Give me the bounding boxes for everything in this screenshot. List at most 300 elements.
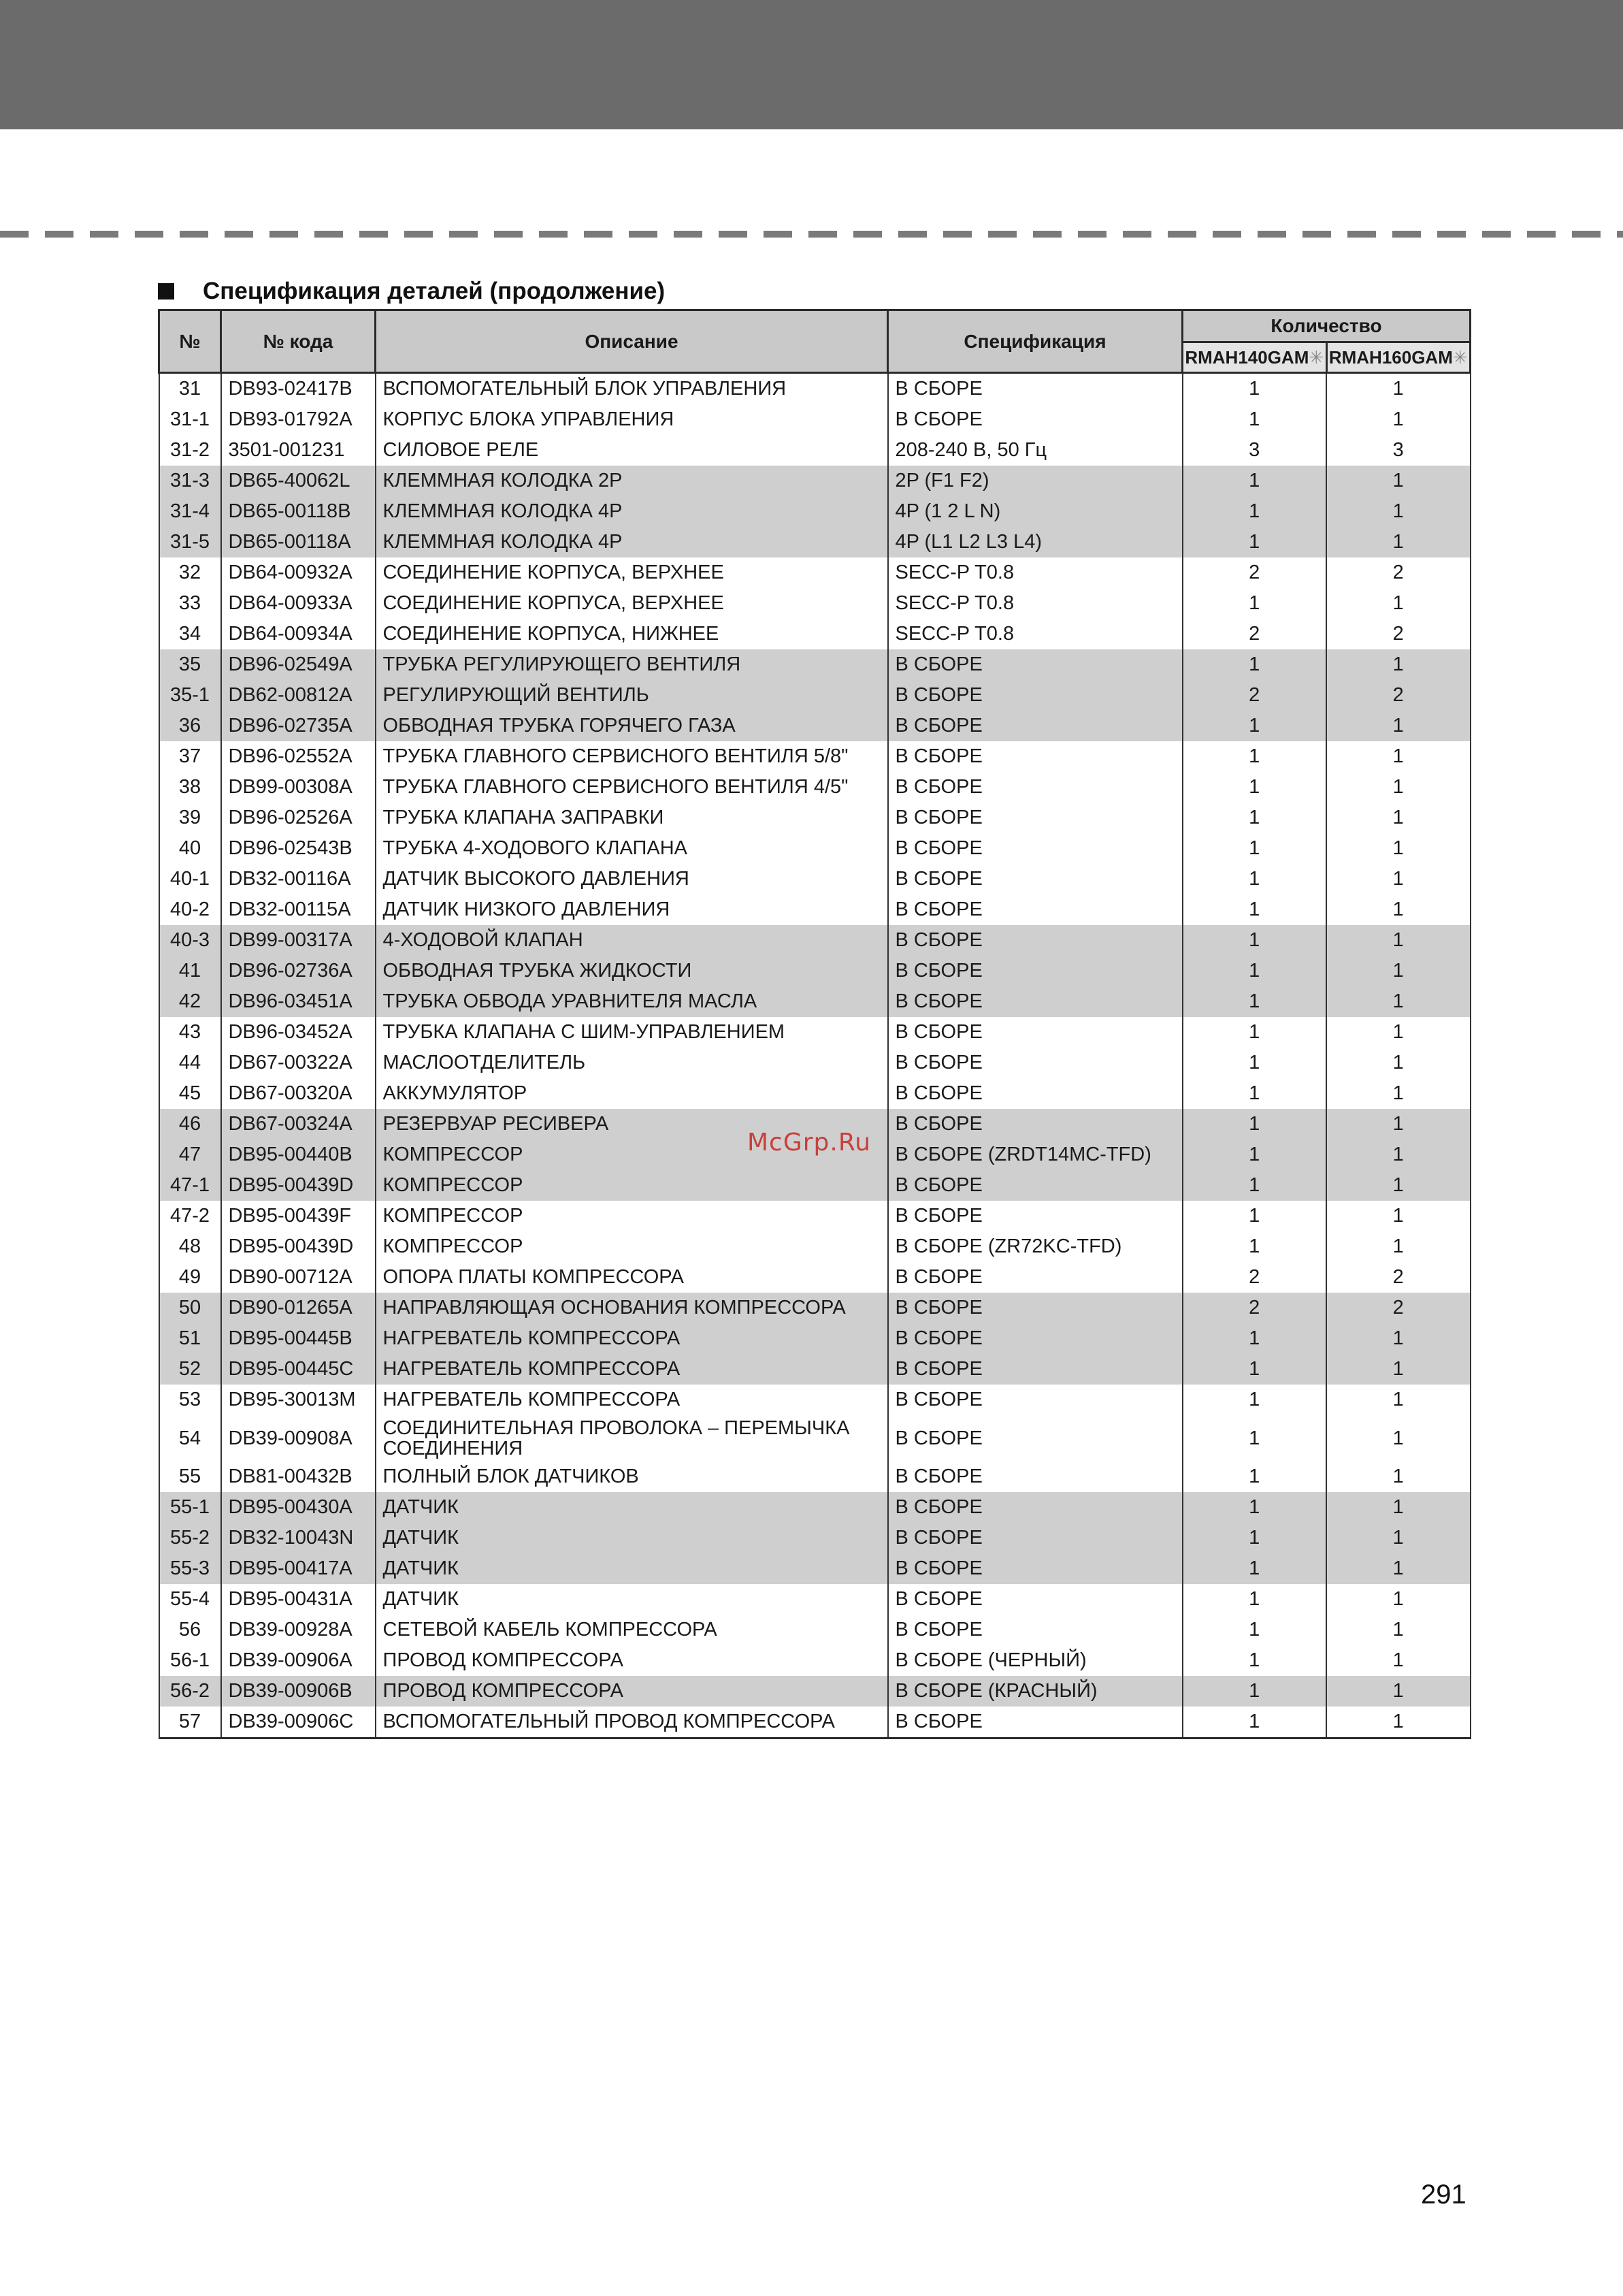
cell-num: 52 — [159, 1354, 221, 1385]
cell-code: DB32-00115A — [221, 894, 376, 925]
cell-q2: 1 — [1326, 1385, 1471, 1415]
cell-code: DB95-00439D — [221, 1170, 376, 1201]
col-header-quantity: Количество — [1183, 310, 1471, 342]
cell-desc: КОМПРЕССОР — [376, 1201, 888, 1231]
cell-spec: В СБОРЕ — [888, 404, 1183, 435]
cell-code: DB39-00906B — [221, 1676, 376, 1707]
table-row — [159, 404, 1471, 435]
cell-q1: 1 — [1183, 741, 1327, 772]
cell-code: DB96-03451A — [221, 986, 376, 1017]
cell-q1: 1 — [1183, 373, 1327, 405]
cell-desc: КОМПРЕССОР — [376, 1139, 888, 1170]
cell-num: 56-2 — [159, 1676, 221, 1707]
cell-spec: В СБОРЕ — [888, 956, 1183, 986]
table-row — [159, 1492, 1471, 1523]
cell-desc: ДАТЧИК ВЫСОКОГО ДАВЛЕНИЯ — [376, 864, 888, 894]
cell-q1: 1 — [1183, 803, 1327, 833]
table-body — [159, 373, 1471, 1739]
cell-q2: 1 — [1326, 803, 1471, 833]
cell-code: DB95-00417A — [221, 1553, 376, 1584]
cell-spec: В СБОРЕ — [888, 864, 1183, 894]
cell-desc: СИЛОВОЕ РЕЛЕ — [376, 435, 888, 466]
cell-q2: 1 — [1326, 466, 1471, 496]
cell-num: 47-2 — [159, 1201, 221, 1231]
cell-desc: АККУМУЛЯТОР — [376, 1078, 888, 1109]
cell-q2: 1 — [1326, 1553, 1471, 1584]
cell-q2: 2 — [1326, 1293, 1471, 1323]
cell-q2: 1 — [1326, 1231, 1471, 1262]
table-row — [159, 1293, 1471, 1323]
table-row — [159, 435, 1471, 466]
cell-q1: 2 — [1183, 680, 1327, 711]
cell-code: DB99-00317A — [221, 925, 376, 956]
cell-spec: SECC-P T0.8 — [888, 557, 1183, 588]
cell-desc: СОЕДИНЕНИЕ КОРПУСА, ВЕРХНЕЕ — [376, 557, 888, 588]
cell-q2: 1 — [1326, 1584, 1471, 1615]
cell-code: DB96-02736A — [221, 956, 376, 986]
cell-desc: ТРУБКА ОБВОДА УРАВНИТЕЛЯ МАСЛА — [376, 986, 888, 1017]
cell-num: 40-3 — [159, 925, 221, 956]
cell-num: 54 — [159, 1415, 221, 1461]
cell-spec: В СБОРЕ — [888, 1262, 1183, 1293]
cell-q1: 1 — [1183, 1017, 1327, 1048]
cell-q2: 1 — [1326, 373, 1471, 405]
table-row — [159, 1048, 1471, 1078]
cell-code: DB95-30013M — [221, 1385, 376, 1415]
cell-q1: 1 — [1183, 496, 1327, 527]
table-row — [159, 864, 1471, 894]
cell-q2: 1 — [1326, 496, 1471, 527]
cell-spec: SECC-P T0.8 — [888, 588, 1183, 619]
cell-spec: В СБОРЕ — [888, 986, 1183, 1017]
table-row — [159, 711, 1471, 741]
cell-code: DB65-40062L — [221, 466, 376, 496]
cell-num: 31-3 — [159, 466, 221, 496]
cell-spec: В СБОРЕ — [888, 680, 1183, 711]
cell-q2: 1 — [1326, 1676, 1471, 1707]
cell-num: 53 — [159, 1385, 221, 1415]
cell-desc: ОБВОДНАЯ ТРУБКА ЖИДКОСТИ — [376, 956, 888, 986]
cell-spec: В СБОРЕ — [888, 772, 1183, 803]
cell-desc: ВСПОМОГАТЕЛЬНЫЙ БЛОК УПРАВЛЕНИЯ — [376, 373, 888, 405]
cell-num: 31-1 — [159, 404, 221, 435]
cell-desc: ТРУБКА РЕГУЛИРУЮЩЕГО ВЕНТИЛЯ — [376, 649, 888, 680]
cell-desc: РЕЗЕРВУАР РЕСИВЕРА — [376, 1109, 888, 1139]
cell-spec: В СБОРЕ — [888, 1201, 1183, 1231]
cell-q1: 3 — [1183, 435, 1327, 466]
cell-desc: НАПРАВЛЯЮЩАЯ ОСНОВАНИЯ КОМПРЕССОРА — [376, 1293, 888, 1323]
cell-spec: В СБОРЕ (ЧЕРНЫЙ) — [888, 1645, 1183, 1676]
table-row — [159, 1385, 1471, 1415]
cell-q1: 1 — [1183, 1201, 1327, 1231]
cell-q2: 1 — [1326, 864, 1471, 894]
table-row — [159, 1461, 1471, 1492]
cell-q2: 1 — [1326, 1492, 1471, 1523]
cell-spec: В СБОРЕ — [888, 1354, 1183, 1385]
cell-num: 49 — [159, 1262, 221, 1293]
table-row — [159, 986, 1471, 1017]
table-row — [159, 894, 1471, 925]
cell-desc: НАГРЕВАТЕЛЬ КОМПРЕССОРА — [376, 1323, 888, 1354]
cell-num: 55-2 — [159, 1523, 221, 1553]
table-row — [159, 1078, 1471, 1109]
cell-q2: 1 — [1326, 986, 1471, 1017]
section-heading — [158, 272, 665, 310]
cell-desc: КЛЕММНАЯ КОЛОДКА 4Р — [376, 496, 888, 527]
cell-spec: В СБОРЕ — [888, 1523, 1183, 1553]
cell-q1: 1 — [1183, 1170, 1327, 1201]
cell-num: 31-4 — [159, 496, 221, 527]
cell-desc: ТРУБКА 4-ХОДОВОГО КЛАПАНА — [376, 833, 888, 864]
cell-code: DB96-02549A — [221, 649, 376, 680]
cell-desc: ТРУБКА КЛАПАНА ЗАПРАВКИ — [376, 803, 888, 833]
cell-num: 42 — [159, 986, 221, 1017]
cell-num: 35-1 — [159, 680, 221, 711]
cell-code: DB67-00320A — [221, 1078, 376, 1109]
cell-q1: 2 — [1183, 557, 1327, 588]
cell-spec: В СБОРЕ — [888, 1461, 1183, 1492]
cell-q2: 1 — [1326, 956, 1471, 986]
cell-code: DB95-00430A — [221, 1492, 376, 1523]
table-row — [159, 925, 1471, 956]
cell-desc: ПРОВОД КОМПРЕССОРА — [376, 1676, 888, 1707]
cell-spec: В СБОРЕ — [888, 1170, 1183, 1201]
cell-desc: КОМПРЕССОР — [376, 1231, 888, 1262]
cell-code: DB95-00445C — [221, 1354, 376, 1385]
cell-q2: 2 — [1326, 557, 1471, 588]
cell-q1: 1 — [1183, 986, 1327, 1017]
cell-q1: 2 — [1183, 619, 1327, 649]
cell-q1: 1 — [1183, 772, 1327, 803]
cell-spec: В СБОРЕ — [888, 1553, 1183, 1584]
table-row — [159, 1523, 1471, 1553]
table-row — [159, 956, 1471, 986]
cell-code: DB64-00932A — [221, 557, 376, 588]
cell-q1: 1 — [1183, 1523, 1327, 1553]
cell-num: 33 — [159, 588, 221, 619]
cell-q2: 1 — [1326, 588, 1471, 619]
table-row — [159, 496, 1471, 527]
table-row — [159, 466, 1471, 496]
cell-spec: В СБОРЕ — [888, 1293, 1183, 1323]
cell-spec: 2P (F1 F2) — [888, 466, 1183, 496]
table-row — [159, 527, 1471, 557]
cell-q1: 1 — [1183, 1385, 1327, 1415]
table-row — [159, 772, 1471, 803]
table-row — [159, 1615, 1471, 1645]
cell-q1: 1 — [1183, 894, 1327, 925]
cell-spec: В СБОРЕ — [888, 1615, 1183, 1645]
cell-num: 37 — [159, 741, 221, 772]
table-row — [159, 1707, 1471, 1739]
cell-q2: 1 — [1326, 1109, 1471, 1139]
table-row — [159, 588, 1471, 619]
cell-q2: 1 — [1326, 1354, 1471, 1385]
cell-spec: В СБОРЕ — [888, 1415, 1183, 1461]
cell-spec: В СБОРЕ — [888, 1385, 1183, 1415]
cell-code: DB96-02526A — [221, 803, 376, 833]
cell-q2: 3 — [1326, 435, 1471, 466]
cell-num: 31-2 — [159, 435, 221, 466]
cell-spec: В СБОРЕ — [888, 649, 1183, 680]
cell-q1: 1 — [1183, 711, 1327, 741]
cell-q1: 1 — [1183, 1645, 1327, 1676]
cell-spec: В СБОРЕ — [888, 833, 1183, 864]
cell-desc: ПОЛНЫЙ БЛОК ДАТЧИКОВ — [376, 1461, 888, 1492]
cell-spec: В СБОРЕ — [888, 803, 1183, 833]
cell-desc: ОБВОДНАЯ ТРУБКА ГОРЯЧЕГО ГАЗА — [376, 711, 888, 741]
cell-q1: 1 — [1183, 588, 1327, 619]
cell-num: 47-1 — [159, 1170, 221, 1201]
cell-desc: ДАТЧИК — [376, 1584, 888, 1615]
square-bullet-icon — [158, 283, 174, 300]
cell-code: DB65-00118B — [221, 496, 376, 527]
table-row — [159, 1415, 1471, 1461]
cell-code: DB67-00324A — [221, 1109, 376, 1139]
cell-desc: ОПОРА ПЛАТЫ КОМПРЕССОРА — [376, 1262, 888, 1293]
cell-spec: В СБОРЕ — [888, 1048, 1183, 1078]
cell-q1: 1 — [1183, 1078, 1327, 1109]
cell-spec: 208-240 В, 50 Гц — [888, 435, 1183, 466]
cell-num: 47 — [159, 1139, 221, 1170]
cell-num: 31-5 — [159, 527, 221, 557]
cell-desc: СОЕДИНЕНИЕ КОРПУСА, НИЖНЕЕ — [376, 619, 888, 649]
cell-desc: КОРПУС БЛОКА УПРАВЛЕНИЯ — [376, 404, 888, 435]
cell-num: 34 — [159, 619, 221, 649]
cell-q2: 1 — [1326, 404, 1471, 435]
cell-q2: 1 — [1326, 925, 1471, 956]
cell-q2: 1 — [1326, 1523, 1471, 1553]
section-title: Спецификация деталей (продолжение) — [203, 278, 666, 304]
cell-code: DB65-00118A — [221, 527, 376, 557]
cell-q1: 1 — [1183, 864, 1327, 894]
cell-q2: 1 — [1326, 1170, 1471, 1201]
cell-code: DB39-00928A — [221, 1615, 376, 1645]
cell-num: 48 — [159, 1231, 221, 1262]
cell-spec: В СБОРЕ — [888, 1078, 1183, 1109]
cell-num: 50 — [159, 1293, 221, 1323]
cell-q1: 1 — [1183, 1492, 1327, 1523]
cell-q1: 1 — [1183, 1139, 1327, 1170]
cell-desc: ВСПОМОГАТЕЛЬНЫЙ ПРОВОД КОМПРЕССОРА — [376, 1707, 888, 1739]
cell-desc: ДАТЧИК — [376, 1553, 888, 1584]
cell-num: 46 — [159, 1109, 221, 1139]
cell-desc: ТРУБКА ГЛАВНОГО СЕРВИСНОГО ВЕНТИЛЯ 5/8" — [376, 741, 888, 772]
cell-spec: 4P (L1 L2 L3 L4) — [888, 527, 1183, 557]
cell-q2: 1 — [1326, 1323, 1471, 1354]
page-number: 291 — [1421, 2180, 1466, 2210]
cell-q1: 1 — [1183, 833, 1327, 864]
cell-desc: РЕГУЛИРУЮЩИЙ ВЕНТИЛЬ — [376, 680, 888, 711]
table-row — [159, 1017, 1471, 1048]
table-row — [159, 1231, 1471, 1262]
cell-q1: 1 — [1183, 1615, 1327, 1645]
cell-code: DB81-00432B — [221, 1461, 376, 1492]
cell-num: 51 — [159, 1323, 221, 1354]
cell-code: DB64-00933A — [221, 588, 376, 619]
cell-q1: 2 — [1183, 1293, 1327, 1323]
cell-q1: 1 — [1183, 466, 1327, 496]
cell-spec: В СБОРЕ — [888, 1323, 1183, 1354]
cell-desc: КЛЕММНАЯ КОЛОДКА 2Р — [376, 466, 888, 496]
cell-desc: ПРОВОД КОМПРЕССОРА — [376, 1645, 888, 1676]
header-band — [0, 0, 1623, 129]
table-row — [159, 680, 1471, 711]
cell-num: 31 — [159, 373, 221, 405]
cell-desc: ТРУБКА ГЛАВНОГО СЕРВИСНОГО ВЕНТИЛЯ 4/5" — [376, 772, 888, 803]
cell-num: 56 — [159, 1615, 221, 1645]
cell-spec: В СБОРЕ — [888, 894, 1183, 925]
cell-q1: 1 — [1183, 1584, 1327, 1615]
cell-code: DB95-00439F — [221, 1201, 376, 1231]
cell-num: 45 — [159, 1078, 221, 1109]
cell-spec: В СБОРЕ (КРАСНЫЙ) — [888, 1676, 1183, 1707]
table-row — [159, 1201, 1471, 1231]
cell-q2: 1 — [1326, 1707, 1471, 1739]
cell-q2: 1 — [1326, 649, 1471, 680]
cell-code: DB39-00906A — [221, 1645, 376, 1676]
cell-code: DB62-00812A — [221, 680, 376, 711]
cell-code: DB96-02552A — [221, 741, 376, 772]
cell-num: 44 — [159, 1048, 221, 1078]
table-row — [159, 1262, 1471, 1293]
cell-q1: 1 — [1183, 1354, 1327, 1385]
cell-q1: 1 — [1183, 1415, 1327, 1461]
cell-code: DB32-00116A — [221, 864, 376, 894]
cell-desc: СОЕДИНИТЕЛЬНАЯ ПРОВОЛОКА – ПЕРЕМЫЧКА СОЕДИНЕНИЯ — [376, 1415, 888, 1461]
cell-code: DB93-01792A — [221, 404, 376, 435]
cell-q1: 1 — [1183, 956, 1327, 986]
cell-q1: 1 — [1183, 649, 1327, 680]
table-row — [159, 1170, 1471, 1201]
cell-q1: 1 — [1183, 1553, 1327, 1584]
cell-q2: 1 — [1326, 1615, 1471, 1645]
table-row — [159, 1354, 1471, 1385]
cell-spec: В СБОРЕ — [888, 1017, 1183, 1048]
table-row — [159, 833, 1471, 864]
cell-q1: 1 — [1183, 1048, 1327, 1078]
cell-desc: ДАТЧИК НИЗКОГО ДАВЛЕНИЯ — [376, 894, 888, 925]
cell-num: 55 — [159, 1461, 221, 1492]
cell-num: 43 — [159, 1017, 221, 1048]
cell-q1: 1 — [1183, 1323, 1327, 1354]
cell-code: DB32-10043N — [221, 1523, 376, 1553]
table-row — [159, 1323, 1471, 1354]
cell-q2: 1 — [1326, 772, 1471, 803]
cell-q1: 2 — [1183, 1262, 1327, 1293]
cell-q1: 1 — [1183, 1231, 1327, 1262]
cell-spec: В СБОРЕ (ZRDT14MC-TFD) — [888, 1139, 1183, 1170]
cell-desc: 4-ХОДОВОЙ КЛАПАН — [376, 925, 888, 956]
col-header-model-1: RMAH140GAM✳ — [1183, 342, 1327, 373]
cell-desc: НАГРЕВАТЕЛЬ КОМПРЕССОРА — [376, 1354, 888, 1385]
cell-spec: 4P (1 2 L N) — [888, 496, 1183, 527]
cell-q2: 1 — [1326, 1415, 1471, 1461]
cell-code: DB39-00908A — [221, 1415, 376, 1461]
cell-code: DB96-03452A — [221, 1017, 376, 1048]
cell-num: 41 — [159, 956, 221, 986]
cell-q2: 1 — [1326, 741, 1471, 772]
cell-num: 36 — [159, 711, 221, 741]
cell-q1: 1 — [1183, 1676, 1327, 1707]
cell-desc: СОЕДИНЕНИЕ КОРПУСА, ВЕРХНЕЕ — [376, 588, 888, 619]
cell-q2: 2 — [1326, 1262, 1471, 1293]
cell-q2: 1 — [1326, 527, 1471, 557]
col-header-description: Описание — [376, 310, 888, 373]
cell-q2: 1 — [1326, 1201, 1471, 1231]
cell-num: 40 — [159, 833, 221, 864]
col-header-model-2: RMAH160GAM✳ — [1326, 342, 1471, 373]
cell-code: DB99-00308A — [221, 772, 376, 803]
cell-q1: 1 — [1183, 404, 1327, 435]
table-row — [159, 619, 1471, 649]
cell-num: 55-4 — [159, 1584, 221, 1615]
cell-spec: В СБОРЕ (ZR72KC-TFD) — [888, 1231, 1183, 1262]
cell-num: 35 — [159, 649, 221, 680]
cell-desc: СЕТЕВОЙ КАБЕЛЬ КОМПРЕССОРА — [376, 1615, 888, 1645]
cell-num: 39 — [159, 803, 221, 833]
cell-spec: В СБОРЕ — [888, 373, 1183, 405]
table-row — [159, 1645, 1471, 1676]
table-row — [159, 1553, 1471, 1584]
cell-num: 56-1 — [159, 1645, 221, 1676]
cell-num: 40-2 — [159, 894, 221, 925]
dashed-divider — [0, 231, 1623, 238]
cell-desc: КЛЕММНАЯ КОЛОДКА 4Р — [376, 527, 888, 557]
cell-desc: КОМПРЕССОР — [376, 1170, 888, 1201]
cell-code: DB96-02543B — [221, 833, 376, 864]
table-row — [159, 741, 1471, 772]
cell-num: 32 — [159, 557, 221, 588]
col-header-num: № — [159, 310, 221, 373]
cell-desc: ТРУБКА КЛАПАНА С ШИМ-УПРАВЛЕНИЕМ — [376, 1017, 888, 1048]
cell-q2: 1 — [1326, 1139, 1471, 1170]
cell-q1: 1 — [1183, 527, 1327, 557]
cell-num: 55-1 — [159, 1492, 221, 1523]
cell-q2: 1 — [1326, 1461, 1471, 1492]
cell-code: DB67-00322A — [221, 1048, 376, 1078]
cell-q2: 1 — [1326, 711, 1471, 741]
cell-q1: 1 — [1183, 925, 1327, 956]
cell-q2: 1 — [1326, 1645, 1471, 1676]
asterisk-icon: ✳ — [1452, 346, 1468, 368]
cell-code: DB90-01265A — [221, 1293, 376, 1323]
cell-desc: ДАТЧИК — [376, 1492, 888, 1523]
cell-code: DB95-00445B — [221, 1323, 376, 1354]
cell-q2: 1 — [1326, 894, 1471, 925]
cell-code: DB90-00712A — [221, 1262, 376, 1293]
table-row — [159, 649, 1471, 680]
asterisk-icon: ✳ — [1309, 346, 1324, 368]
table-row — [159, 803, 1471, 833]
table-row — [159, 1584, 1471, 1615]
cell-code: DB96-02735A — [221, 711, 376, 741]
cell-spec: В СБОРЕ — [888, 741, 1183, 772]
cell-q1: 1 — [1183, 1707, 1327, 1739]
cell-spec: В СБОРЕ — [888, 1492, 1183, 1523]
cell-spec: В СБОРЕ — [888, 711, 1183, 741]
cell-code: DB95-00440B — [221, 1139, 376, 1170]
cell-spec: В СБОРЕ — [888, 1584, 1183, 1615]
table-row — [159, 557, 1471, 588]
cell-code: DB93-02417B — [221, 373, 376, 405]
col-header-spec: Спецификация — [888, 310, 1183, 373]
cell-q2: 1 — [1326, 833, 1471, 864]
cell-code: 3501-001231 — [221, 435, 376, 466]
cell-q2: 2 — [1326, 619, 1471, 649]
cell-spec: SECC-P T0.8 — [888, 619, 1183, 649]
cell-num: 40-1 — [159, 864, 221, 894]
